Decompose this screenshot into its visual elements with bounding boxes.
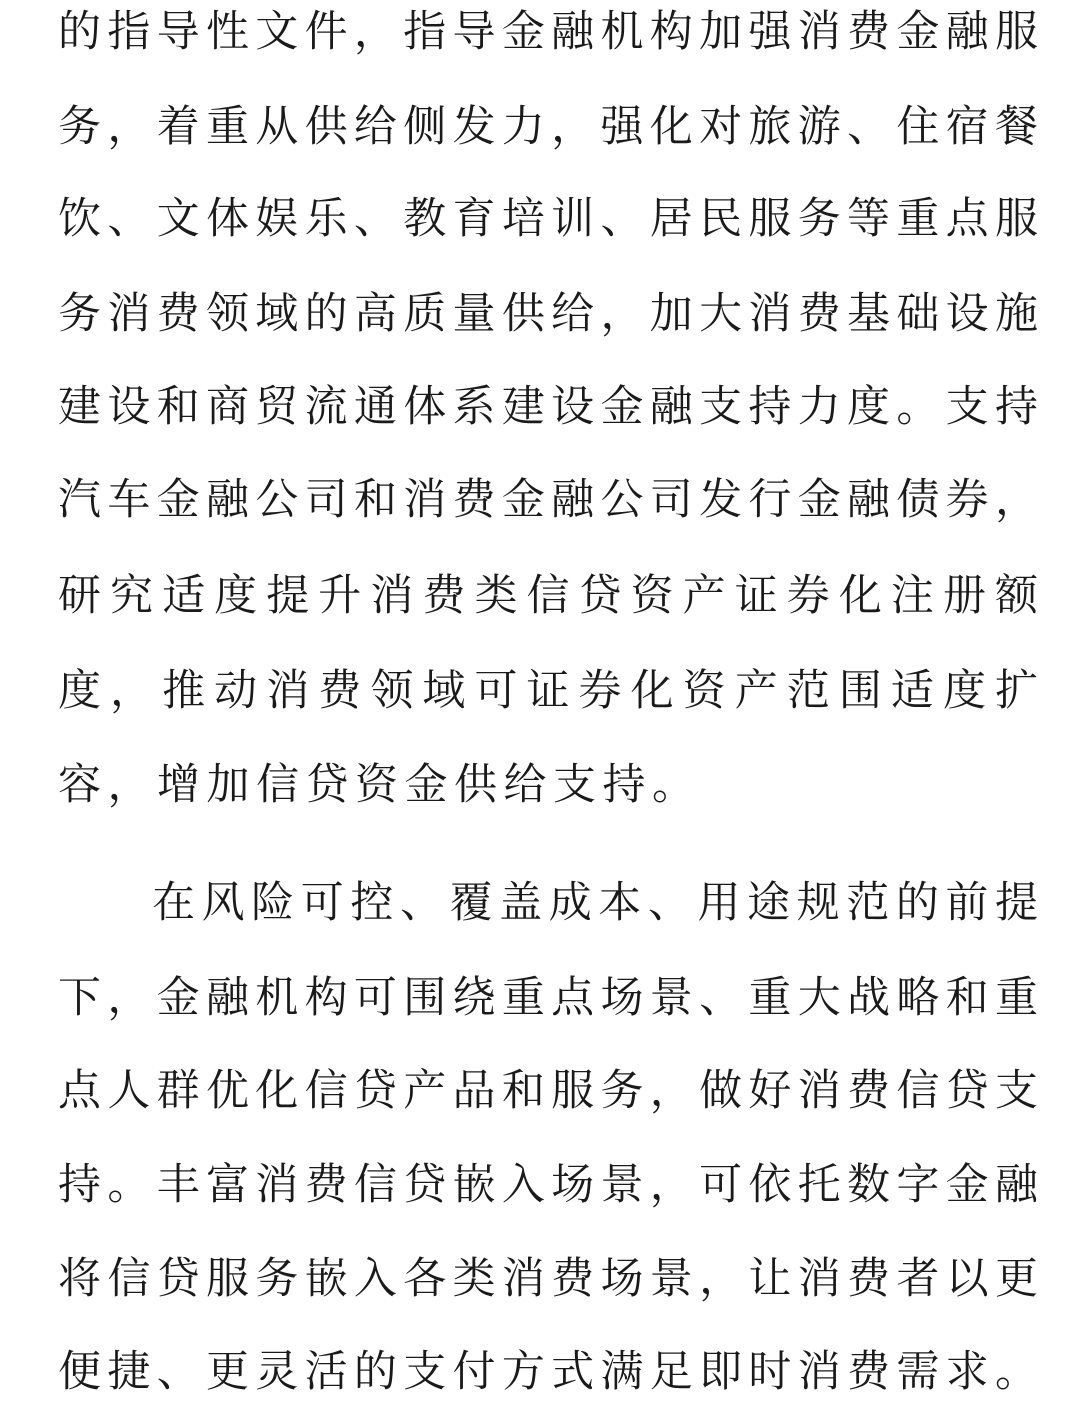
text-line: 点人群优化信贷产品和服务，做好消费信贷支 [58,1066,1038,1116]
text-line: 的指导性文件，指导金融机构加强消费金融服 [58,7,1038,57]
text-line: 饮、文体娱乐、教育培训、居民服务等重点服 [58,194,1038,244]
text-line: 汽车金融公司和消费金融公司发行金融债券， [58,475,1038,525]
text-line: 将信贷服务嵌入各类消费场景，让消费者以更 [58,1254,1038,1304]
text-line: 下，金融机构可围绕重点场景、重大战略和重 [58,973,1038,1023]
text-line: 务，着重从供给侧发力，强化对旅游、住宿餐 [58,102,1038,152]
text-line: 务消费领域的高质量供给，加大消费基础设施 [58,289,1038,339]
text-line: 建设和商贸流通体系建设金融支持力度。支持 [58,382,1038,432]
text-line: 便捷、更灵活的支付方式满足即时消费需求。 [58,1347,1038,1397]
text-line: 持。丰富消费信贷嵌入场景，可依托数字金融 [58,1160,1038,1210]
text-line: 容，增加信贷资金供给支持。 [58,760,702,810]
text-line: 度，推动消费领域可证券化资产范围适度扩 [58,666,1038,716]
text-line: 在风险可控、覆盖成本、用途规范的前提 [152,878,1038,928]
text-line: 研究适度提升消费类信贷资产证券化注册额 [58,571,1038,621]
